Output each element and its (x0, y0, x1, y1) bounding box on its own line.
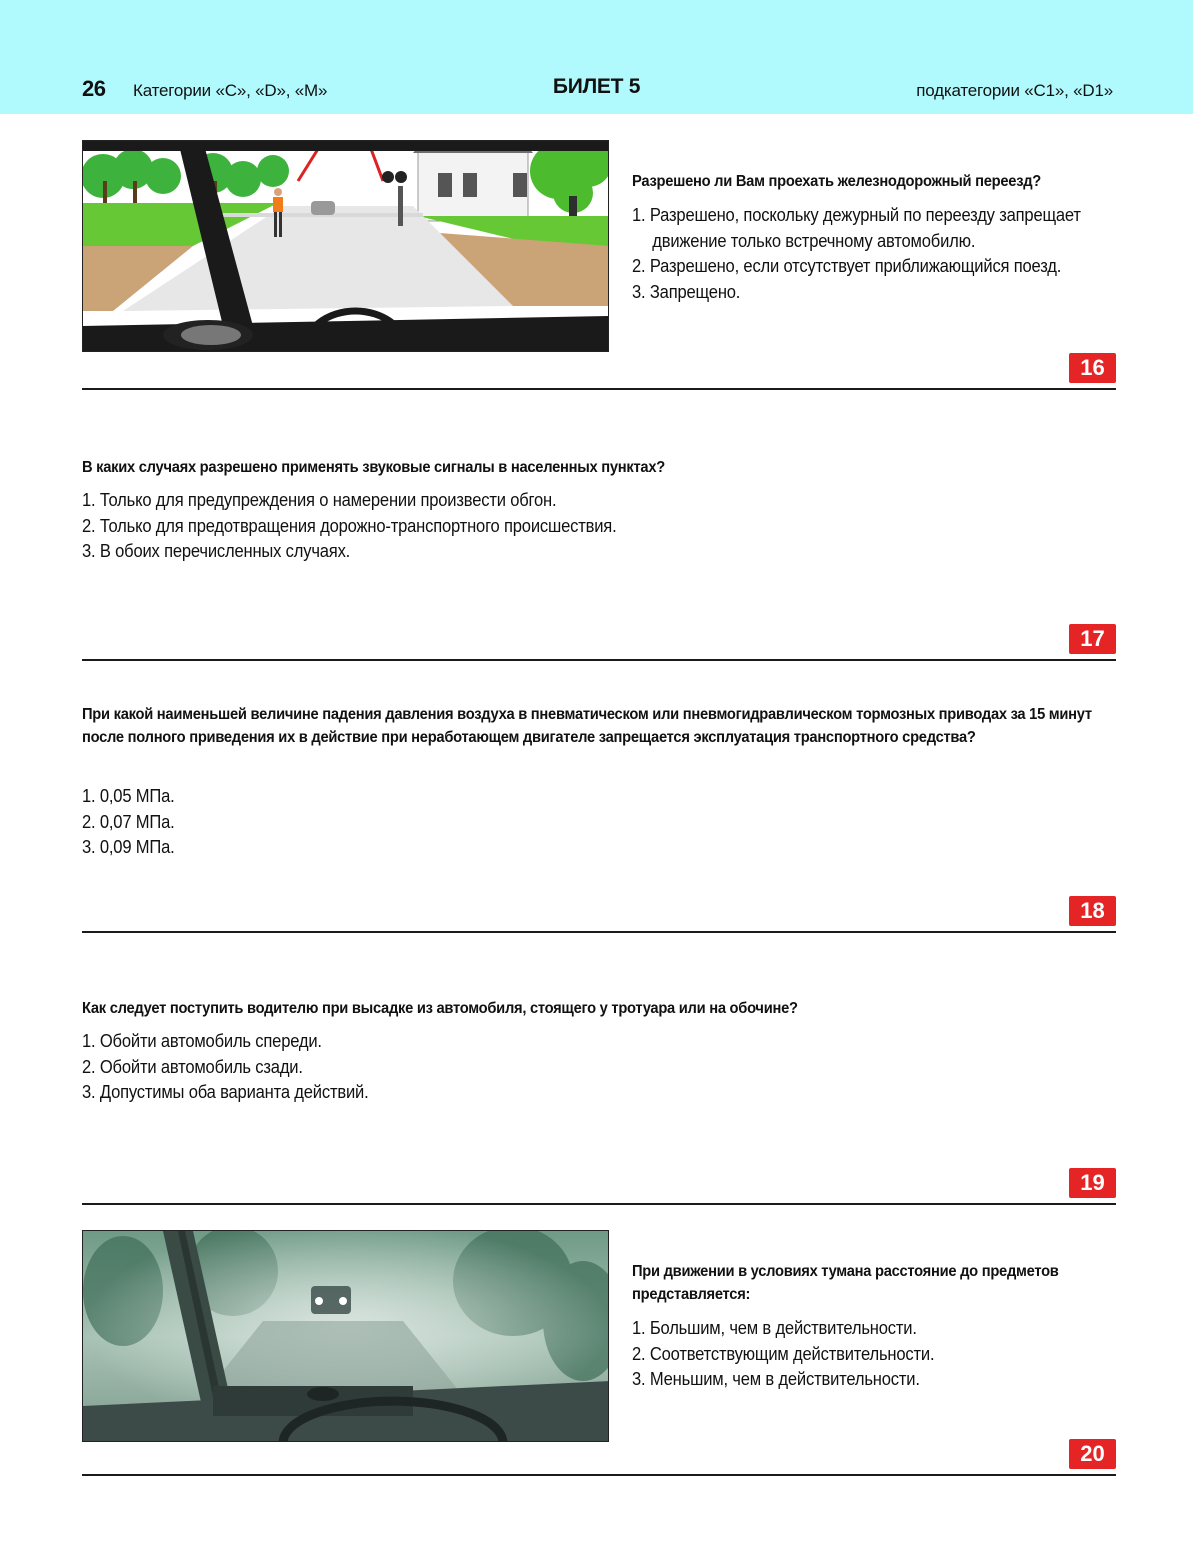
question-text-18: При какой наименьшей величине падения давления воздуха в пневматическом или пневмогидравлическом тормозных приводах за 15 минут после полного приведения их в действие при неработающем двигателе запрещается эксплуатация транспортного средства? (82, 706, 1092, 746)
section-divider (82, 931, 1116, 933)
answer-option: 2. Обойти автомобиль сзади. (82, 1056, 303, 1077)
railway-crossing-illustration (82, 140, 609, 352)
answer-option: 1. 0,05 МПа. (82, 786, 175, 806)
question-text-16: Разрешено ли Вам проехать железнодорожный переезд? (632, 173, 1042, 190)
question-text-19: Как следует поступить водителю при высадке из автомобиля, стоящего у тротуара или на обочине? (82, 1000, 798, 1017)
answer-list-17 (82, 488, 1094, 565)
answer-option: 1. Только для предупреждения о намерении произвести обгон. (82, 490, 557, 510)
answer-list-16 (632, 203, 1115, 305)
answer-option: 1. Большим, чем в действительности. (632, 1318, 917, 1338)
fog-driving-photo (82, 1230, 609, 1442)
answer-list-19 (82, 1029, 1094, 1106)
answer-option: 2. 0,07 МПа. (82, 811, 175, 832)
answer-list-18 (82, 784, 1094, 861)
answer-option: 3. Меньшим, чем в действительности. (632, 1369, 920, 1389)
categories-label: Категории «C», «D», «M» (133, 81, 328, 100)
page-header (0, 0, 1193, 114)
question-number-badge: 17 (1069, 624, 1116, 654)
answer-option: 2. Разрешено, если отсутствует приближающийся поезд. (632, 256, 1062, 276)
section-divider (82, 659, 1116, 661)
answer-option: 2. Только для предотвращения дорожно-транспортного происшествия. (82, 515, 617, 536)
section-divider (82, 1203, 1116, 1205)
ticket-title: БИЛЕТ 5 (552, 75, 641, 98)
answer-option: 3. Допустимы оба варианта действий. (82, 1082, 369, 1102)
answer-option: 1. Разрешено, поскольку дежурный по переезду запрещает движение только встречному автомобилю. (632, 205, 1081, 251)
section-divider (82, 388, 1116, 390)
answer-option: 1. Обойти автомобиль спереди. (82, 1031, 322, 1051)
page-number: 26 (82, 76, 106, 101)
answer-option: 3. В обоих перечисленных случаях. (82, 541, 351, 561)
answer-option: 3. 0,09 МПа. (82, 837, 175, 857)
question-number-badge: 20 (1069, 1439, 1116, 1469)
section-divider (82, 1474, 1116, 1476)
question-text-20: При движении в условиях тумана расстояние до предметов представляется: (632, 1263, 1059, 1303)
question-number-badge: 18 (1069, 896, 1116, 926)
answer-option: 3. Запрещено. (632, 281, 741, 302)
question-text-17: В каких случаях разрешено применять звуковые сигналы в населенных пунктах? (82, 459, 665, 476)
question-number-badge: 19 (1069, 1168, 1116, 1198)
answer-list-20 (632, 1316, 1115, 1393)
subcategories-label: подкатегории «C1», «D1» (916, 81, 1113, 100)
answer-option: 2. Соответствующим действительности. (632, 1343, 935, 1364)
question-number-badge: 16 (1069, 353, 1116, 383)
